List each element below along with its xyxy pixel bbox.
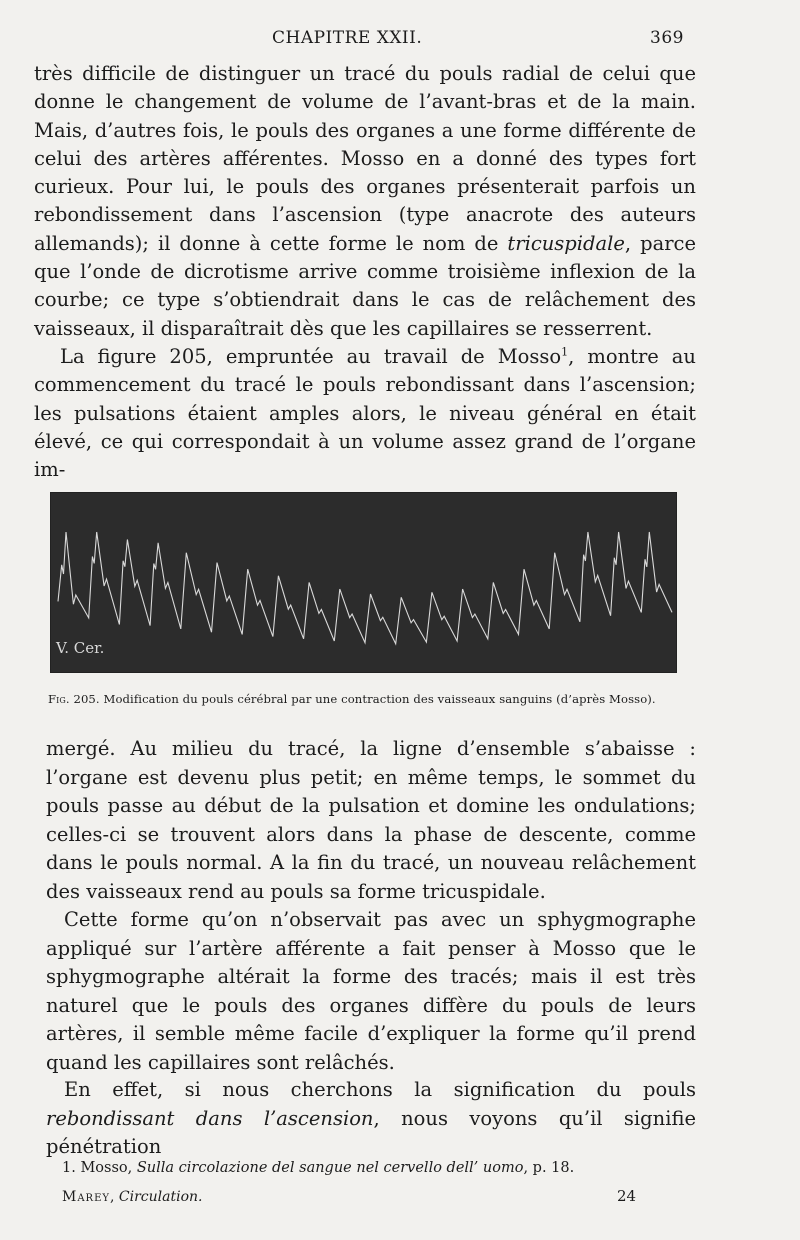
paragraph-2-tail: , montre au commencement du tracé le pouls rebondissant dans l’ascension; les pulsations étaient amples alors, le niveau général en était élevé, ce qui correspondait à un volume assez grand de l’organe im-	[34, 345, 696, 482]
paragraph-5	[46, 1076, 696, 1162]
footer-book: Circulation.	[118, 1189, 203, 1205]
chapter-title: CHAPITRE XXII.	[272, 28, 423, 48]
footnote	[62, 1160, 574, 1176]
paragraph-2	[34, 343, 696, 484]
pulse-trace-plot	[50, 492, 677, 673]
footer-signature-number: 24	[617, 1187, 637, 1205]
figure-205-trace	[50, 492, 677, 673]
figure-caption	[48, 692, 708, 706]
footer-author: Marey	[62, 1189, 110, 1205]
footnote-ref[interactable]: 1	[561, 345, 569, 359]
paragraph-3: mergé. Au milieu du tracé, la ligne d’ensemble s’abaisse : l’organe est devenu plus petit; en même temps, le sommet du pouls passe au début de la pulsation et domine les ondulations; celles-ci se trouvent alors dans la phase de descente, comme dans le pouls normal. A la fin du tracé, un nouveau relâchement des vaisseaux rend au pouls sa forme tricuspidale.	[46, 737, 696, 903]
page-number: 369	[650, 28, 684, 48]
footnote-tail: , p. 18.	[523, 1160, 575, 1176]
footnote-title: Sulla circolazione del sangue nel cervello dell’ uomo	[136, 1160, 524, 1176]
paragraph-1-emphasis: tricuspidale	[507, 231, 625, 255]
paragraph-4: Cette forme qu’on n’observait pas avec un sphygmographe appliqué sur l’artère afférente a fait penser à Mosso que le sphygmographe altérait la forme des tracés; mais il est très naturel que le pouls des organes diffère du pouls de leurs artères, il semble même facile d’expliquer la forme qu’il prend quand les capillaires sont relâchés.	[46, 908, 696, 1074]
paragraph-1	[34, 60, 696, 343]
paragraph-5-tail: , nous voyons qu’il signifie pénétration	[46, 1106, 696, 1158]
figure-number: Fig. 205.	[48, 692, 100, 706]
footer-signature-line: Marey, Circulation.	[62, 1189, 203, 1205]
footnote-number: 1. Mosso,	[62, 1160, 133, 1176]
paragraph-5-head: En effet, si nous cherchons la signification du pouls	[64, 1078, 696, 1101]
paragraph-1-tail: , parce que l’onde de dicrotisme arrive comme troisième inflexion de la courbe; ce type s’obtiendrait dans le cas de relâchement des vaisseaux, il disparaîtrait dès que les capillaires se resserrent.	[34, 231, 696, 340]
paragraph-2-head: La figure 205, empruntée au travail de Mosso	[60, 345, 562, 368]
paragraph-5-emphasis: rebondissant dans l’ascension	[46, 1106, 374, 1130]
paragraph-1-text: très difficile de distinguer un tracé du pouls radial de celui que donne le changement de volume de l’avant-bras et de la main. Mais, d’autres fois, le pouls des organes a une forme différente de celui des artères afférentes. Mosso en a donné des types fort curieux. Pour lui, le pouls des organes présenterait parfois un rebondissement dans l’ascension (type anacrote des auteurs allemands); il donne à cette forme le nom de	[34, 62, 696, 255]
pulse-trace-line	[58, 532, 672, 644]
running-head	[0, 28, 800, 56]
figure-trace-label: V. Cer.	[56, 639, 105, 657]
figure-caption-text: Modification du pouls cérébral par une contraction des vaisseaux sanguins (d’après Mosso).	[103, 692, 656, 706]
